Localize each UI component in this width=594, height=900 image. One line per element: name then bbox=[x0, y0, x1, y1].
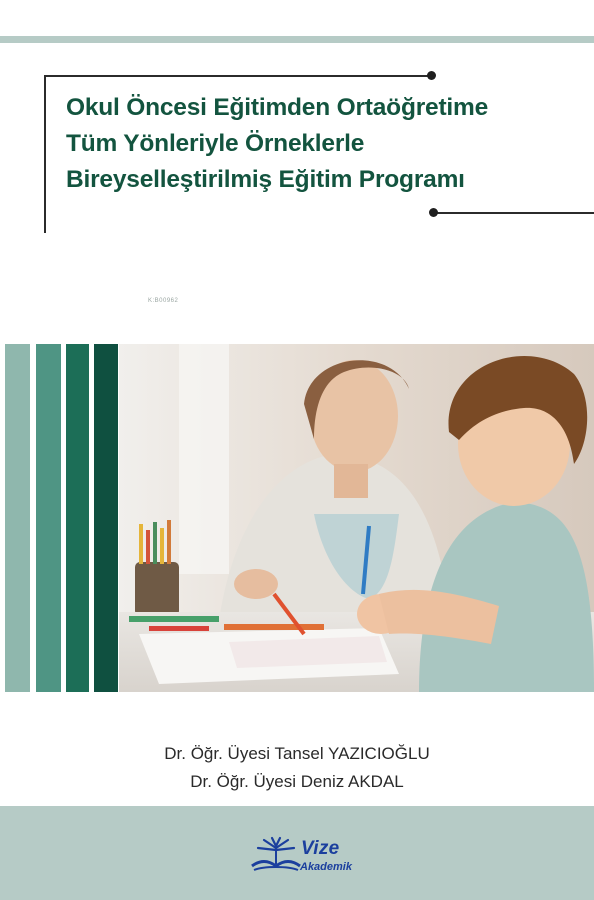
book-code: K:B00962 bbox=[148, 298, 179, 304]
book-title bbox=[66, 90, 586, 198]
book-title-line-3: Bireyselleştirilmiş Eğitim Programı bbox=[66, 166, 465, 193]
top-band bbox=[0, 36, 594, 43]
author-2: Dr. Öğr. Üyesi Deniz AKDAL bbox=[190, 772, 404, 791]
authors bbox=[0, 740, 594, 796]
cover-photo bbox=[119, 344, 594, 692]
author-1: Dr. Öğr. Üyesi Tansel YAZICIOĞLU bbox=[164, 744, 430, 763]
book-title-line-1: Okul Öncesi Eğitimden Ortaöğretime bbox=[66, 94, 489, 121]
decorative-stripe bbox=[66, 344, 89, 692]
publisher-subtitle: Akademik bbox=[300, 861, 352, 873]
title-frame-vertical-line bbox=[44, 75, 46, 233]
title-frame-bottom-line bbox=[434, 212, 594, 214]
book-title-line-2: Tüm Yönleriyle Örneklerle bbox=[66, 130, 365, 157]
decorative-stripe bbox=[36, 344, 61, 692]
decorative-stripe bbox=[94, 344, 118, 692]
title-frame-top-line bbox=[44, 75, 432, 77]
frame-dot-icon bbox=[427, 71, 436, 80]
publisher-name: Vize bbox=[301, 838, 340, 859]
decorative-stripe bbox=[5, 344, 30, 692]
frame-dot-icon bbox=[429, 208, 438, 217]
